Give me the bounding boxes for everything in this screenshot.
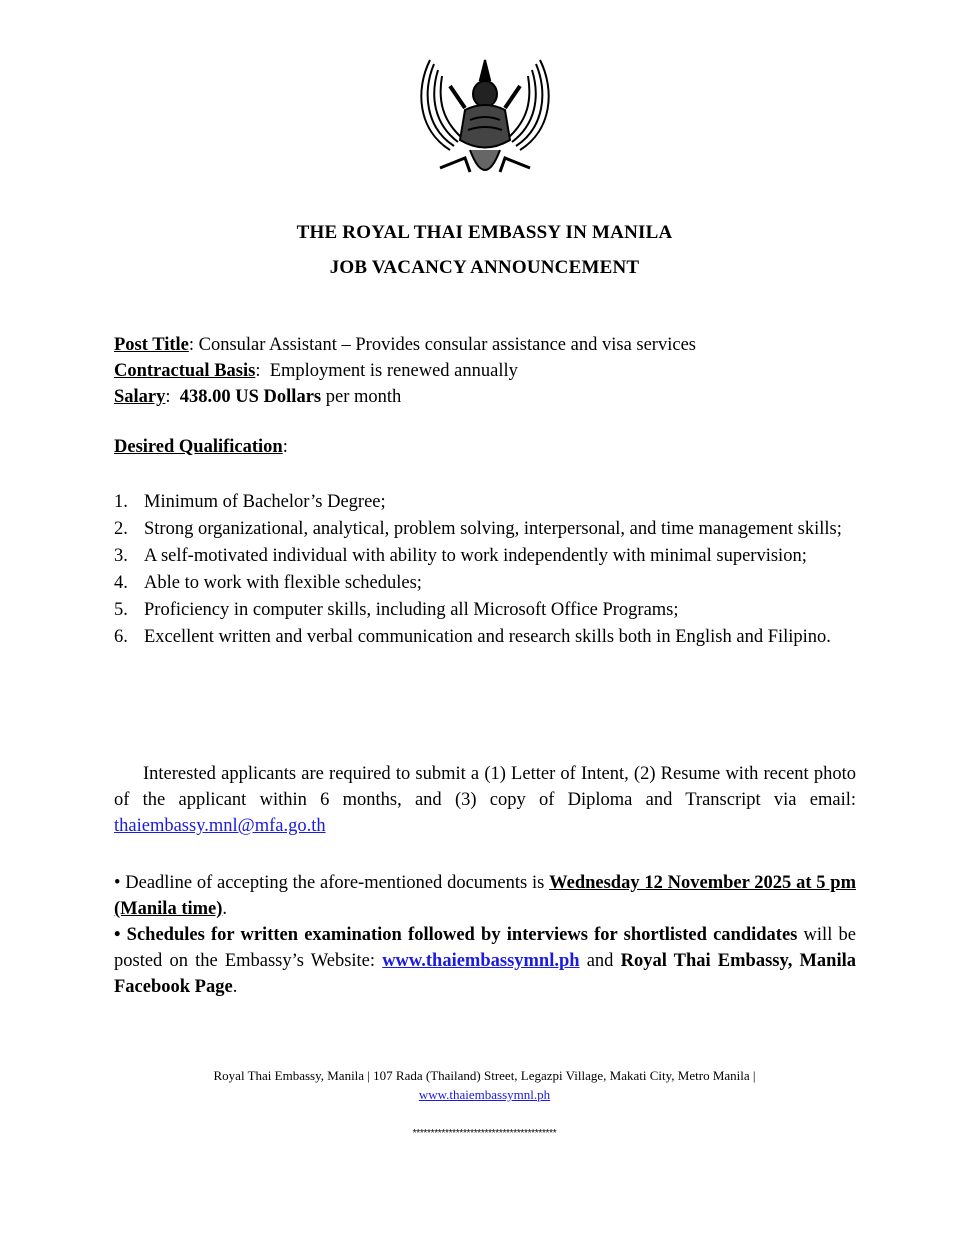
qualification-heading-colon: : [282, 437, 288, 457]
list-item [114, 624, 856, 650]
deadline-suffix: . [222, 899, 228, 919]
contractual-basis-value: : Employment is renewed annually [255, 361, 518, 381]
facebook-page-text: Royal Thai Embassy, Manila Facebook Page [114, 951, 857, 997]
list-item [114, 597, 856, 623]
notices [114, 870, 856, 1000]
website-link[interactable]: www.thaiembassymnl.ph [382, 951, 580, 971]
contractual-basis-row [114, 358, 856, 384]
salary-label: Salary [114, 387, 166, 407]
post-title-value: : Consular Assistant – Provides consular assistance and visa services [188, 335, 696, 355]
post-title-label: Post Title [114, 335, 189, 355]
list-text: Minimum of Bachelor’s Degree; [144, 492, 386, 512]
schedule-and: and [579, 951, 621, 971]
post-title-row [114, 332, 856, 358]
list-number: 6. [114, 627, 128, 647]
instructions-text: Interested applicants are required to submit a (1) Letter of Intent, (2) Resume with recent photo of the applicant within 6 months, and (3) copy of Diploma and Transcript via email: [114, 764, 856, 810]
list-number: 3. [114, 546, 128, 566]
schedule-bold: • Schedules for written examination followed by interviews for shortlisted candidates [114, 925, 798, 945]
separator-line: **************************************** [412, 1128, 557, 1139]
list-text: Strong organizational, analytical, problem solving, interpersonal, and time management skills; [144, 519, 842, 539]
qualification-heading-text: Desired Qualification [114, 437, 283, 457]
announcement-title: JOB VACANCY ANNOUNCEMENT [329, 257, 640, 278]
qualification-heading [114, 434, 856, 460]
list-number: 4. [114, 573, 128, 593]
list-text: Able to work with flexible schedules; [144, 573, 422, 593]
qualification-list [114, 489, 856, 651]
application-instructions [114, 761, 856, 839]
schedule-end: . [232, 977, 238, 997]
footer-address: Royal Thai Embassy, Manila | 107 Rada (Thailand) Street, Legazpi Village, Makati City, Metro Manila | [213, 1068, 756, 1083]
list-item [114, 516, 856, 542]
deadline-date: Wednesday 12 November 2025 at 5 pm (Manila time) [114, 873, 856, 919]
salary-amount: 438.00 US Dollars [179, 387, 322, 407]
list-number: 5. [114, 600, 128, 620]
deadline-notice [114, 870, 856, 922]
list-text: A self-motivated individual with ability to work independently with minimal supervision; [144, 546, 807, 566]
schedule-text: will be posted on the Embassy’s Website: [114, 925, 856, 971]
list-number: 2. [114, 519, 128, 539]
salary-suffix: per month [321, 387, 402, 407]
deadline-prefix: • Deadline of accepting the afore-mentioned documents is [114, 873, 550, 893]
list-text: Proficiency in computer skills, including all Microsoft Office Programs; [144, 600, 679, 620]
footer [0, 1066, 969, 1104]
list-text: Excellent written and verbal communication and research skills both in English and Filipino. [144, 627, 831, 647]
footer-website-link[interactable]: www.thaiembassymnl.ph [418, 1087, 551, 1102]
list-item [114, 570, 856, 596]
salary-separator: : [165, 387, 180, 407]
contractual-basis-label: Contractual Basis [114, 361, 256, 381]
job-fields [114, 332, 856, 410]
embassy-title: THE ROYAL THAI EMBASSY IN MANILA [296, 222, 673, 243]
salary-row [114, 384, 856, 410]
list-item [114, 543, 856, 569]
email-link[interactable]: thaiembassy.mnl@mfa.go.th [114, 816, 326, 836]
garuda-emblem-icon [410, 50, 560, 200]
list-item [114, 489, 856, 515]
list-number: 1. [114, 492, 128, 512]
schedule-notice [114, 922, 856, 1000]
